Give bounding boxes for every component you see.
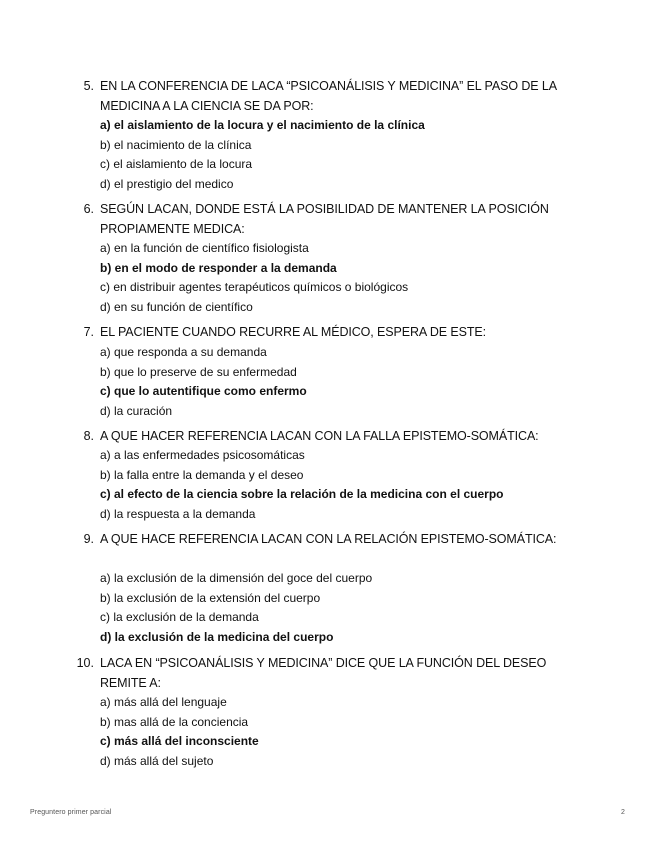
- page-number: 2: [621, 809, 625, 816]
- option-b: b) el nacimiento de la clínica: [100, 137, 252, 152]
- question-text: LACA EN “PSICOANÁLISIS Y MEDICINA” DICE QUE LA FUNCIÓN DEL DESEO REMITE A:: [100, 656, 547, 690]
- option-a: a) la exclusión de la dimensión del goce del cuerpo: [100, 571, 373, 585]
- option-a: a) más allá del lenguaje: [100, 695, 227, 709]
- option-b: b) que lo preserve de su enfermedad: [100, 364, 297, 379]
- option-c-correct: c) al efecto de la ciencia sobre la relación de la medicina con el cuerpo: [100, 487, 504, 501]
- question-number: 5.: [83, 79, 94, 93]
- option-d: d) más allá del sujeto: [100, 753, 214, 768]
- option-list: [100, 116, 570, 194]
- option-c: c) en distribuir agentes terapéuticos químicos o biológicos: [100, 280, 409, 294]
- question-number: 9.: [83, 532, 94, 546]
- question-text: A QUE HACE REFERENCIA LACAN CON LA RELACIÓN EPISTEMO-SOMÁTICA:: [100, 532, 557, 546]
- question-text: A QUE HACER REFERENCIA LACAN CON LA FALLA EPISTEMO-SOMÁTICA:: [100, 429, 539, 443]
- option-c-correct: c) que lo autentifique como enfermo: [100, 384, 307, 398]
- option-b: b) la exclusión de la extensión del cuerpo: [100, 590, 321, 605]
- option-d: d) la respuesta a la demanda: [100, 506, 256, 521]
- option-a: a) que responda a su demanda: [100, 345, 267, 359]
- option-c: c) el aislamiento de la locura: [100, 157, 253, 171]
- option-b: b) la falla entre la demanda y el deseo: [100, 467, 304, 482]
- option-list: [100, 693, 570, 771]
- question-text: EN LA CONFERENCIA DE LACA “PSICOANÁLISIS Y MEDICINA” EL PASO DE LA MEDICINA A LA CIENCIA SE DA POR:: [100, 79, 557, 113]
- option-a-correct: a) el aislamiento de la locura y el nacimiento de la clínica: [100, 118, 425, 132]
- question-number: 10.: [76, 656, 94, 670]
- question-text: SEGÚN LACAN, DONDE ESTÁ LA POSIBILIDAD DE MANTENER LA POSICIÓN PROPIAMENTE MEDICA:: [100, 202, 549, 236]
- option-list: [100, 239, 570, 317]
- option-c-correct: c) más allá del inconsciente: [100, 734, 259, 748]
- option-b-correct: b) en el modo de responder a la demanda: [100, 260, 337, 275]
- option-c: c) la exclusión de la demanda: [100, 610, 259, 624]
- question-number: 7.: [83, 325, 94, 339]
- option-list: [100, 343, 570, 421]
- option-d: d) en su función de científico: [100, 299, 253, 314]
- option-list: [100, 569, 570, 647]
- question-text: EL PACIENTE CUANDO RECURRE AL MÉDICO, ESPERA DE ESTE:: [100, 325, 486, 339]
- option-a: a) en la función de científico fisiologista: [100, 241, 309, 255]
- question-number: 8.: [83, 429, 94, 443]
- option-d-correct: d) la exclusión de la medicina del cuerpo: [100, 629, 334, 644]
- option-d: d) la curación: [100, 403, 173, 418]
- option-b: b) mas allá de la conciencia: [100, 714, 249, 729]
- question-number: 6.: [83, 202, 94, 216]
- option-d: d) el prestigio del medico: [100, 176, 234, 191]
- footer-title: Preguntero primer parcial: [30, 809, 112, 816]
- option-a: a) a las enfermedades psicosomáticas: [100, 448, 305, 462]
- option-list: [100, 446, 570, 524]
